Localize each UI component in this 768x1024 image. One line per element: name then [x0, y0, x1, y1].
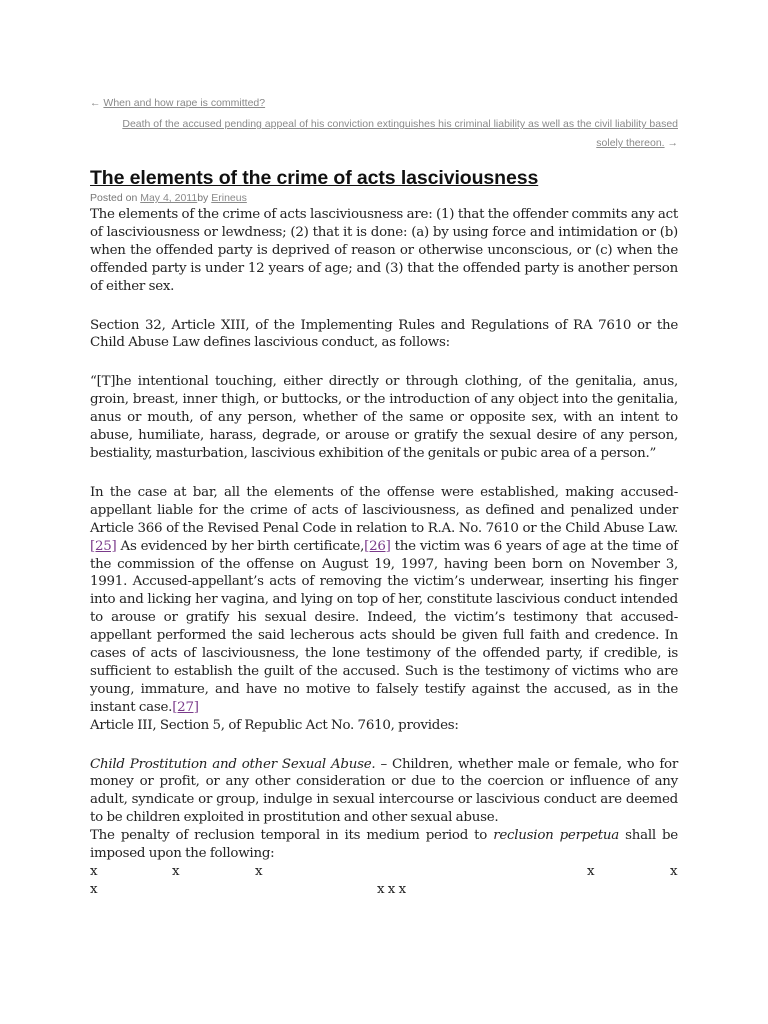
- footnote-25-link[interactable]: [25]: [90, 538, 117, 554]
- penalty-text-a: The penalty of reclusion temporal in its medium period to: [90, 828, 494, 844]
- penalty-italic: reclusion perpetua: [493, 828, 619, 844]
- ellipsis-x: x: [172, 864, 180, 879]
- paragraph-quote-definition: “[T]he intentional touching, either directly or through clothing, of the genitalia, anus, groin, breast, inner thigh, or buttocks, or the introduction of any object into the genitalia, anus or mouth, of any person, whether of the same or opposite sex, with an intent to abuse, humiliate, harass, degrade, or arouse or gratify the sexual desire of any person, bestiality, masturbation, lascivious exhibition of the genitals or pubic area of a person.”: [90, 374, 678, 461]
- footnote-27-link[interactable]: [27]: [172, 699, 199, 715]
- paragraph-child-prostitution: [90, 756, 678, 828]
- ellipsis-xxx: x x x: [377, 881, 406, 897]
- post-container: [90, 96, 678, 899]
- posted-on-label: Posted on: [90, 192, 141, 204]
- nav-next: [90, 115, 678, 153]
- nav-previous: [90, 96, 678, 110]
- case-text-a: In the case at bar, all the elements of the offense were established, making accused-appellant liable for the crime of acts of lasciviousness, as defined and penalized under Article 366 of the Revised Penal Code in relation to R.A. No. 7610 or the Child Abuse Law.: [90, 484, 678, 536]
- post-meta: [90, 192, 678, 205]
- author-link[interactable]: Erineus: [211, 192, 247, 204]
- post-date-link[interactable]: May 4, 2011: [140, 192, 198, 204]
- penalty-text-b: shall be imposed upon the following:: [90, 828, 678, 862]
- paragraph-case-at-bar: [90, 484, 678, 717]
- ellipsis-x: x: [670, 864, 678, 879]
- right-arrow-icon: →: [667, 137, 678, 149]
- by-label: by: [197, 192, 212, 204]
- next-post-link[interactable]: Death of the accused pending appeal of his conviction extinguishes his criminal liability as well as the civil liability based solely thereon.: [122, 118, 678, 149]
- ellipsis-row-1: [90, 863, 678, 881]
- ellipsis-x: x: [255, 864, 263, 879]
- paragraph-section-32: Section 32, Article XIII, of the Implementing Rules and Regulations of RA 7610 or the Child Abuse Law defines lascivious conduct, as follows:: [90, 317, 678, 351]
- child-prostitution-text: – Children, whether male or female, who for money or profit, or any other consideration or due to the coercion or influence of any adult, syndicate or group, indulge in sexual intercourse or lascivious conduct are deemed to be children exploited in prostitution and other sexual abuse.: [90, 756, 678, 826]
- post-title: The elements of the crime of acts lasciviousness: [90, 167, 539, 189]
- ellipsis-x: x: [90, 864, 98, 879]
- left-arrow-icon: ←: [90, 97, 101, 109]
- case-text-c: the victim was 6 years of age at the time of the commission of the offense on August 19, 1997, having been born on November 3, 1991. Accused-appellant’s acts of removing the victim’s underwear, inserting his finger into and licking her vagina, and lying on top of her, constitute lascivious conduct intended to arouse or gratify his sexual desire. Indeed, the victim’s testimony that accused-appellant performed the said lecherous acts should be given full faith and credence. In cases of acts of lasciviousness, the lone testimony of the offended party, if credible, is sufficient to establish the guilt of the accused. Such is the testimony of victims who are young, immature, and have no motive to falsely testify against the accused, as in the instant case.: [90, 538, 679, 715]
- previous-post-link[interactable]: When and how rape is committed?: [103, 97, 266, 109]
- paragraph-penalty: [90, 827, 678, 863]
- case-text-b: As evidenced by her birth certificate,: [116, 538, 365, 554]
- child-prostitution-heading: Child Prostitution and other Sexual Abuse.: [90, 756, 376, 772]
- ellipsis-x: x: [587, 864, 595, 879]
- paragraph-elements: The elements of the crime of acts lasciviousness are: (1) that the offender commits any act of lasciviousness or lewdness; (2) that it is done: (a) by using force and intimidation or (b) when the offended party is deprived of reason or otherwise unconscious, or (c) when the offended party is under 12 years of age; and (3) that the offended party is another person of either sex.: [90, 207, 678, 294]
- ellipsis-row-2: [90, 881, 678, 899]
- footnote-26-link[interactable]: [26]: [364, 538, 391, 554]
- ellipsis-x: x: [90, 881, 98, 897]
- post-body: [90, 206, 678, 899]
- paragraph-article-iii: Article III, Section 5, of Republic Act No. 7610, provides:: [90, 717, 459, 733]
